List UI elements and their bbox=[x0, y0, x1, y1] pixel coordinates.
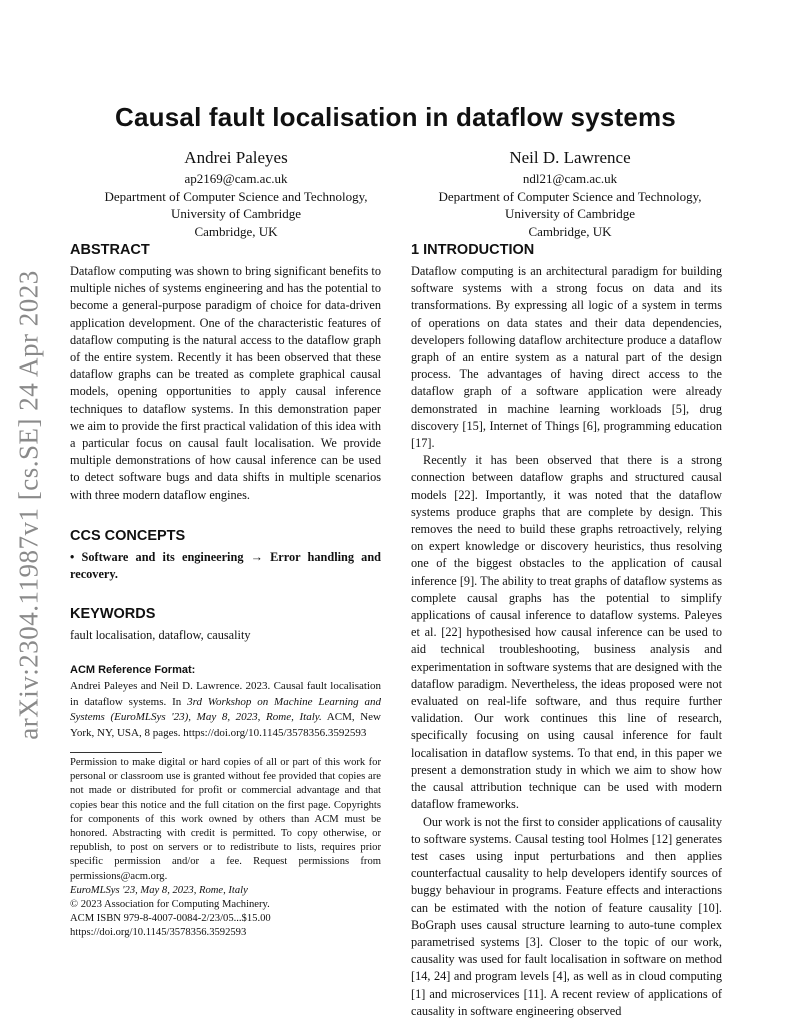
acm-reference-venue: 3rd Workshop on Machine Learning and Systems (EuroMLSys '23), May 8, 2023, Rome, Italy. bbox=[70, 695, 381, 724]
introduction-heading: 1 INTRODUCTION bbox=[411, 242, 535, 258]
author-block-1 bbox=[70, 146, 402, 240]
ccs-text bbox=[70, 549, 381, 583]
ccs-concept: Software and its engineering → Error handling and recovery. bbox=[70, 549, 381, 582]
acm-reference-text bbox=[70, 679, 381, 741]
keywords-text: fault localisation, dataflow, causality bbox=[70, 628, 251, 643]
author-name: Neil D. Lawrence bbox=[509, 148, 631, 167]
right-column bbox=[411, 242, 722, 1020]
conference-line: EuroMLSys '23, May 8, 2023, Rome, Italy bbox=[70, 884, 248, 896]
ccs-heading: CCS CONCEPTS bbox=[70, 527, 186, 544]
intro-paragraph-1: Dataflow computing is an architectural paradigm for building software systems with a strong focus on data and its transformations. By expressing all logic of a system in terms of operations on data states and their data dependencies, developers following dataflow architecture produce a dataflow graph of an entire system as a natural part of the design process. The advantages of having direct access to the dataflow graph of a software application were already demonstrated in machine learning workloads [5], drug discovery [15], Internet of Things [6], programming education [17]. bbox=[411, 264, 722, 451]
acm-reference-heading: ACM Reference Format: bbox=[70, 664, 196, 677]
arxiv-stamp-text: arXiv:2304.11987v1 [cs.SE] 24 Apr 2023 bbox=[13, 270, 44, 740]
intro-paragraph-3: Our work is not the first to consider applications of causality to software systems. Causal testing tool Holmes [12] generates test cases using input perturbations and then applies counterfactual causality to help developers identify sources of buggy behaviour in programs. Feature effects and interactions can be estimated with the notion of feature causality [10]. BoGraph uses causal structure learning to auto-tune complex parametrised systems [3]. Closer to the topic of our work, causality was used for fault localisation in software on method [14, 24] and program levels [4], as well as in cloud computing [1] and microservices [11]. A recent review of applications of causality in software engineering observed bbox=[411, 814, 722, 1018]
copyright-line: © 2023 Association for Computing Machinery. bbox=[70, 899, 270, 911]
ccs-bullet: • bbox=[70, 549, 75, 564]
keywords-heading: KEYWORDS bbox=[70, 606, 156, 623]
author-email: ndl21@cam.ac.uk bbox=[522, 171, 618, 186]
acm-reference-part1: Andrei Paleyes and Neil D. Lawrence. 2023. Causal fault localisation in dataflow systems. In bbox=[70, 680, 381, 708]
author-city: Cambridge, UK bbox=[528, 223, 612, 239]
author-university: University of Cambridge bbox=[171, 206, 301, 221]
author-city: Cambridge, UK bbox=[194, 223, 278, 239]
abstract-text: Dataflow computing was shown to bring significant benefits to multiple niches of systems engineering and has the potential to become a general-purpose paradigm of choice for data-driven application development. One of the characteristic features of dataflow computing is the natural access to the dataflow graph of the entire system. Recently it has been observed that these dataflow graphs can be treated as complete graphical causal models, opening opportunities to apply causal inference techniques to dataflow systems. In this demonstration paper we aim to provide the first practical validation of this idea with a particular focus on causal fault localisation. We provide multiple demonstrations of how causal inference can be used to detect software bugs and data shifts in multiple scenarios with three modern dataflow engines. bbox=[70, 264, 381, 502]
author-email: ap2169@cam.ac.uk bbox=[184, 171, 288, 186]
doi-line: https://doi.org/10.1145/3578356.3592593 bbox=[70, 927, 247, 939]
paper-title: Causal fault localisation in dataflow systems bbox=[115, 102, 676, 132]
author-university: University of Cambridge bbox=[505, 206, 635, 221]
acm-reference-part2: ACM, New York, NY, USA, 8 pages. https://doi.org/10.1145/3578356.3592593 bbox=[70, 711, 381, 739]
author-name: Andrei Paleyes bbox=[184, 148, 288, 167]
author-department: Department of Computer Science and Technology, bbox=[104, 188, 368, 204]
left-column bbox=[70, 242, 381, 741]
author-department: Department of Computer Science and Technology, bbox=[438, 188, 702, 204]
permission-text: Permission to make digital or hard copies of all or part of this work for personal or classroom use is granted without fee provided that copies are not made or distributed for profit or commercial advantage and that copies bear this notice and the full citation on the first page. Copyrights for components of this work owned by others than ACM must be honored. Abstracting with credit is permitted. To copy otherwise, or republish, to post on servers or to redistribute to lists, requires prior specific permission and/or a fee. Request permissions from permissions@acm.org. bbox=[70, 757, 381, 882]
author-block-2 bbox=[404, 146, 736, 240]
permission-block bbox=[70, 756, 381, 941]
isbn-line: ACM ISBN 979-8-4007-0084-2/23/05...$15.00 bbox=[70, 913, 271, 925]
intro-paragraph-2: Recently it has been observed that there is a strong connection between dataflow graphs and structured causal models [22]. Importantly, it was noted that the dataflow systems produce graphs that are complete by design. This removes the need to build these graphs retroactively, relying on expert knowledge or discovery heuristics, thus resolving one of the biggest obstacles to the application of causal inference [9]. The ability to treat graphs of dataflow systems as complete causal graphs has the potential to simplify applications of causal inference to dataflow systems. Paleyes et al. [22] hypothesised how causal inference can be used to aid technical troubleshooting, business analysis and experimentation in software systems that are designed with the dataflow paradigm. Nevertheless, the ideas proposed were not evaluated on real-life software, and thus require further validation. Our work continues this line of research, specifically focusing on using causal inference for fault localisation in dataflow systems. To that end, in this paper we present a demonstration study in which we aim to show how the causal attribution technique can be used with modern dataflow frameworks. bbox=[411, 453, 722, 812]
arxiv-stamp bbox=[8, 270, 50, 740]
abstract-heading: ABSTRACT bbox=[70, 242, 150, 258]
footnote-rule bbox=[70, 752, 162, 753]
